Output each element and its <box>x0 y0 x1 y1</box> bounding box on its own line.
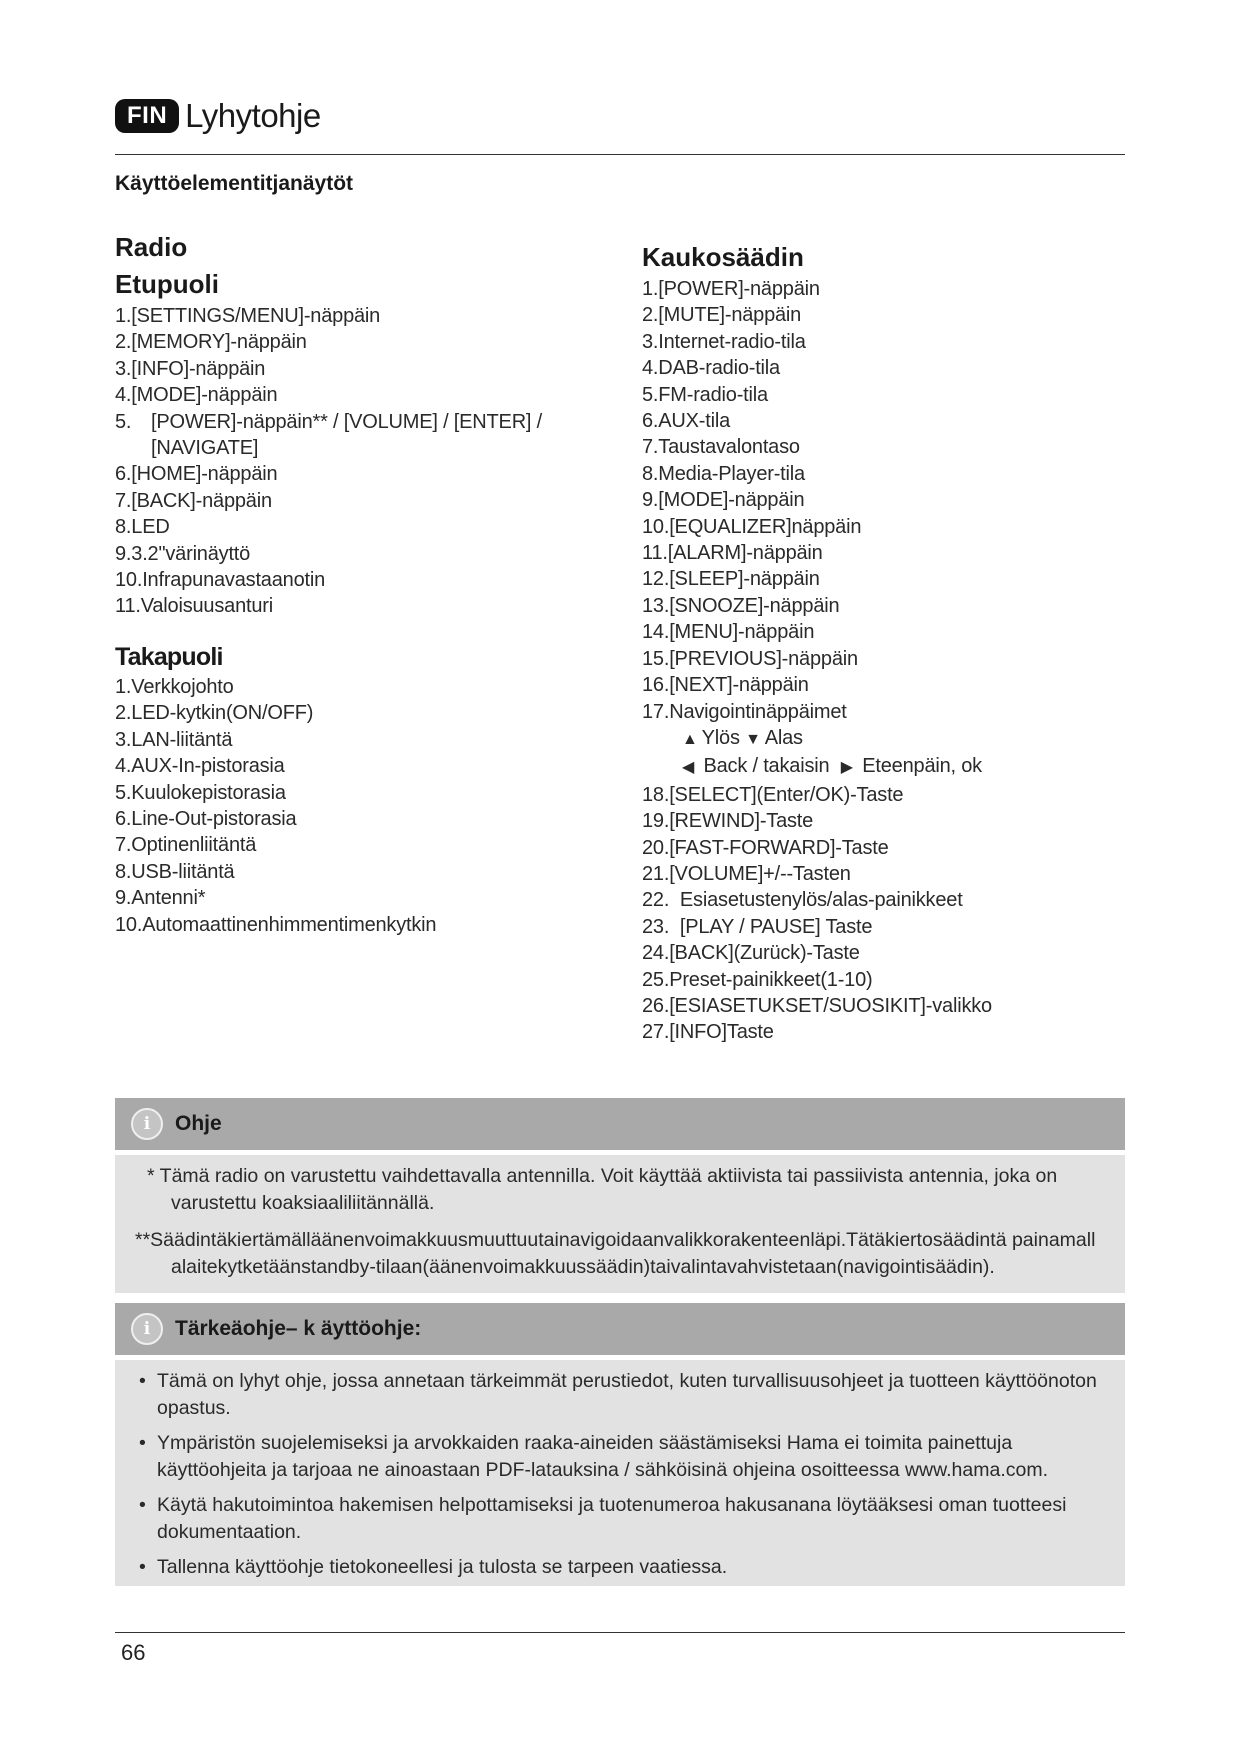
nav-up-down-line <box>642 725 1122 753</box>
arrow-down-icon: ▼ <box>745 730 761 748</box>
list-item: 26.[ESIASETUKSET/SUOSIKIT]-valikko <box>642 994 992 1017</box>
list-item: 7.Taustavalontaso <box>642 436 800 459</box>
nav-left-right-line <box>642 753 1122 781</box>
list-item: 1.[POWER]-näppäin <box>642 278 820 300</box>
list-item: 4.[MODE]-näppäin <box>115 384 278 407</box>
list-item: 2.[MUTE]-näppäin <box>642 304 802 327</box>
list-item: 7.[BACK]-näppäin <box>115 489 272 512</box>
list-item: 25.Preset-painikkeet(1-10) <box>642 968 873 991</box>
arrow-left-icon: ◀ <box>682 759 695 777</box>
important-box-body <box>115 1360 1125 1586</box>
remote-heading: Kaukosäädin <box>642 242 804 272</box>
list-item: 24.[BACK](Zurück)-Taste <box>642 942 860 965</box>
list-item: 16.[NEXT]-näppäin <box>642 674 809 697</box>
list-item: 11.Valoisuusanturi <box>115 595 273 618</box>
list-item: 10.[EQUALIZER]näppäin <box>642 515 862 538</box>
arrow-right-icon: ▶ <box>840 759 853 777</box>
list-item: 7.Optinenliitäntä <box>115 834 257 857</box>
bullet-item: • Tallenna käyttöohje tietokoneellesi ja tulosta se tarpeen vaatiessa. <box>129 1554 1101 1581</box>
list-item: 2.LED-kytkin(ON/OFF) <box>115 702 314 725</box>
list-item: 1.Verkkojohto <box>115 675 234 698</box>
footer-divider <box>115 1632 1125 1633</box>
back-heading: Takapuoli <box>115 642 223 671</box>
back-list <box>115 674 555 938</box>
list-item: 8.Media-Player-tila <box>642 462 805 485</box>
list-item: 13.[SNOOZE]-näppäin <box>642 594 840 617</box>
list-item: 4.DAB-radio-tila <box>642 357 780 380</box>
list-item: 6.Line-Out-pistorasia <box>115 807 297 830</box>
list-item: 6.AUX-tila <box>642 410 731 433</box>
list-item-text: [POWER]-näppäin** / [VOLUME] / [ENTER] / [NAVIGATE] <box>151 410 543 460</box>
section-title: Käyttöelementitjanäytöt <box>115 172 354 195</box>
nav-up-label: Ylös <box>701 726 740 749</box>
list-item: 9.[MODE]-näppäin <box>642 489 805 512</box>
bullet-item: • Ympäristön suojelemiseksi ja arvokkaiden raaka-aineiden säästämiseksi Hama ei toimita painettuja käyttöohjeita ja tarjoaa ne ainoastaan PDF-latauksina / sähköisinä ohjeina osoitteessa www.hama.com. <box>129 1430 1101 1484</box>
list-item: 4.AUX-In-pistorasia <box>115 755 285 778</box>
important-box-title: Tärkeäohje– k äyttöohje: <box>175 1317 422 1340</box>
list-item: 3.Internet-radio-tila <box>642 330 806 353</box>
radio-heading: Radio <box>115 232 188 262</box>
list-item: 23. [PLAY / PAUSE] Taste <box>642 915 873 938</box>
list-item: 5.FM-radio-tila <box>642 383 768 406</box>
list-item: 9.3.2"värinäyttö <box>115 542 251 565</box>
remote-list <box>642 276 1122 1046</box>
right-column <box>642 239 1122 1046</box>
list-item: 10.Infrapunavastaanotin <box>115 569 326 592</box>
page-header <box>115 96 321 136</box>
list-item: 11.[ALARM]-näppäin <box>642 542 823 565</box>
list-item: 3.LAN-liitäntä <box>115 728 233 751</box>
list-item: 3.[INFO]-näppäin <box>115 357 266 380</box>
list-item: 10.Automaattinenhimmentimenkytkin <box>115 913 437 936</box>
list-item: 8.USB-liitäntä <box>115 860 235 883</box>
language-badge: FIN <box>115 99 179 133</box>
note-box-title: Ohje <box>175 1112 222 1135</box>
info-icon: i <box>131 1108 163 1140</box>
list-item: 27.[INFO]Taste <box>642 1021 774 1044</box>
list-item: 15.[PREVIOUS]-näppäin <box>642 647 858 670</box>
nav-forward-label: Eteenpäin, ok <box>862 755 982 778</box>
left-column <box>115 229 555 938</box>
bullet-item: • Tämä on lyhyt ohje, jossa annetaan tärkeimmät perustiedot, kuten turvallisuusohjeet ja tuotteen käyttöönoton opastus. <box>129 1368 1101 1422</box>
list-item-number: 5. <box>115 410 132 433</box>
arrow-up-icon: ▲ <box>682 730 698 748</box>
bullet-item: • Käytä hakutoimintoa hakemisen helpottamiseksi ja tuotenumeroa hakusanana löytääksesi oman tuotteesi dokumentaation. <box>129 1492 1101 1546</box>
footnote-volume-knob: **Säädintäkiertämälläänenvoimakkuusmuuttuutainavigoidaanvalikkorakenteenläpi.Tätäkiertosäädintä painamallalaitekytketäänstandby-tilaan(äänenvoimakkuussäädin)taivalintavahvistetaan(navigointisäädin). <box>135 1229 1096 1278</box>
footnote-antenna: * Tämä radio on varustettu vaihdettavalla antennilla. Voit käyttää aktiivista tai passiivista antennia, joka on varustettu koaksiaaliliitännällä. <box>147 1165 1058 1214</box>
list-item: 22. Esiasetustenylös/alas-painikkeet <box>642 889 963 912</box>
note-box-header <box>115 1098 1125 1150</box>
list-item: 2.[MEMORY]-näppäin <box>115 331 307 354</box>
info-icon: i <box>131 1313 163 1345</box>
nav-down-label: Alas <box>764 726 803 749</box>
list-item: 18.[SELECT](Enter/OK)-Taste <box>642 783 904 806</box>
header-divider <box>115 154 1125 155</box>
list-item: 5.Kuulokepistorasia <box>115 781 286 804</box>
list-item: 20.[FAST-FORWARD]-Taste <box>642 836 889 859</box>
list-item <box>115 409 555 462</box>
list-item: 6.[HOME]-näppäin <box>115 463 278 486</box>
front-list <box>115 303 555 620</box>
list-item: 17.Navigointinäppäimet <box>642 700 847 723</box>
list-item: 12.[SLEEP]-näppäin <box>642 568 820 591</box>
list-item: 21.[VOLUME]+/--Tasten <box>642 862 851 885</box>
page-title: Lyhytohje <box>185 97 321 134</box>
list-item: 19.[REWIND]-Taste <box>642 810 814 833</box>
front-heading: Etupuoli <box>115 269 219 299</box>
important-box-header <box>115 1303 1125 1355</box>
list-item: 8.LED <box>115 516 170 539</box>
page-number: 66 <box>121 1640 146 1665</box>
list-item: 1.[SETTINGS/MENU]-näppäin <box>115 305 381 327</box>
note-box-body <box>115 1155 1125 1293</box>
list-item: 9.Antenni* <box>115 887 206 910</box>
nav-back-label: Back / takaisin <box>703 755 830 778</box>
list-item: 14.[MENU]-näppäin <box>642 621 815 644</box>
